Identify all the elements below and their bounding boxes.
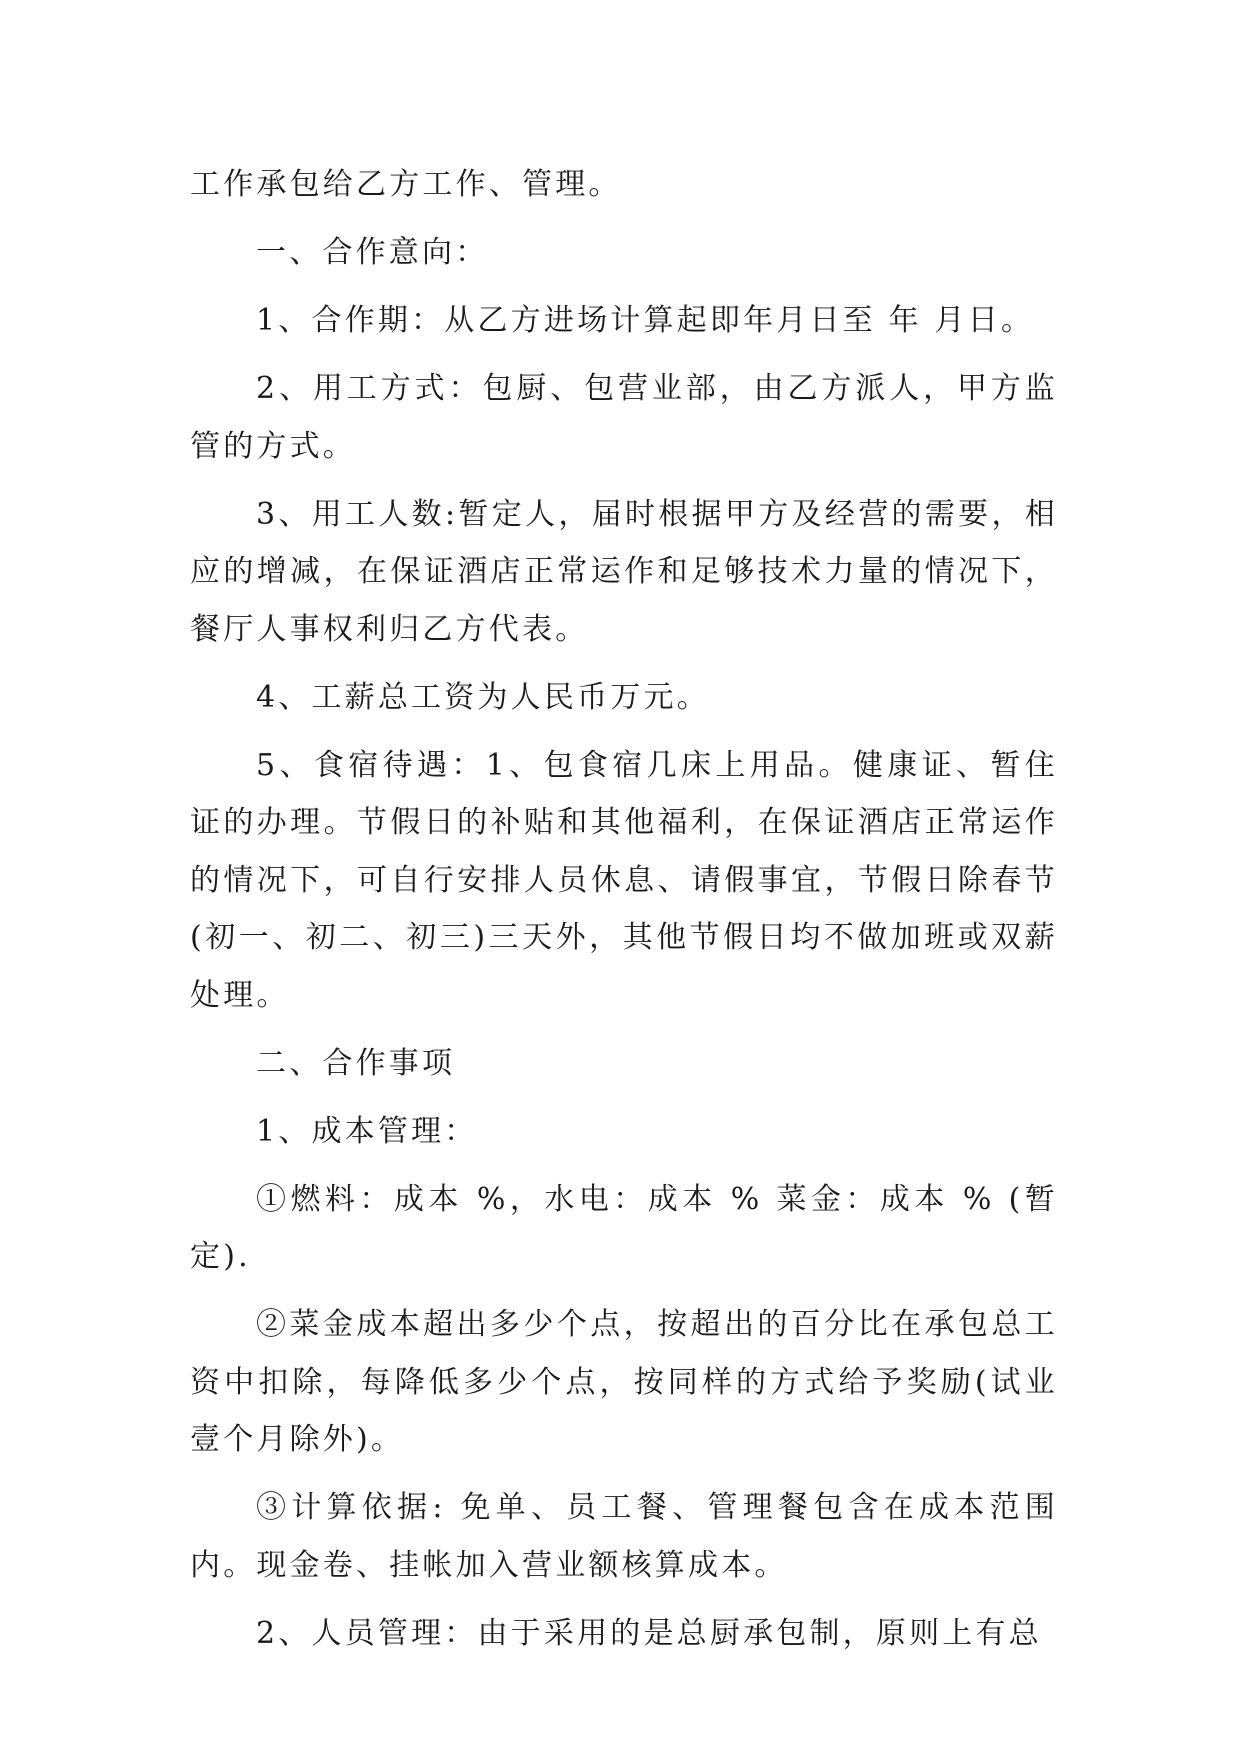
section-heading-cooperation-intent: 一、合作意向：	[256, 235, 489, 270]
paragraph-cooperation-period: 1、合作期：从乙方进场计算起即年月日至 年 月日。	[256, 303, 1035, 338]
paragraph-employment-method: 2、用工方式：包厨、包营业部，由乙方派人，甲方监管的方式。	[190, 371, 1058, 464]
paragraph-cost-management: 1、成本管理：	[256, 1113, 478, 1149]
paragraph-total-salary: 4、工薪总工资为人民币万元。	[256, 679, 710, 715]
paragraph-staff-management: 2、人员管理：由于采用的是总厨承包制，原则上有总	[256, 1615, 1042, 1651]
section-heading-cooperation-items: 二、合作事项	[256, 1045, 456, 1081]
paragraph-cost-ratios: ①燃料：成本 %，水电：成本 % 菜金：成本 % (暂定).	[190, 1181, 1058, 1274]
paragraph-calculation-basis: ③计算依据: 免单、员工餐、管理餐包含在成本范围内。现金卷、挂帐加入营业额核算成本。	[190, 1490, 1058, 1583]
paragraph-cost-overrun: ②菜金成本超出多少个点，按超出的百分比在承包总工资中扣除，每降低多少个点，按同样的方式给予奖励(试业壹个月除外)。	[190, 1307, 1058, 1457]
document-body	[190, 156, 1058, 1673]
paragraph-continuation: 工作承包给乙方工作、管理。	[190, 167, 622, 202]
paragraph-staff-count: 3、用工人数:暂定人，届时根据甲方及经营的需要，相应的增减，在保证酒店正常运作和足够技术力量的情况下，餐厅人事权利归乙方代表。	[190, 496, 1058, 647]
paragraph-board-lodging: 5、食宿待遇：1、包食宿几床上用品。健康证、暂住证的办理。节假日的补贴和其他福利，在保证酒店正常运作的情况下，可自行安排人员休息、请假事宜，节假日除春节(初一、初二、初三)三天外，其他节假日均不做加班或双薪处理。	[190, 747, 1058, 1013]
